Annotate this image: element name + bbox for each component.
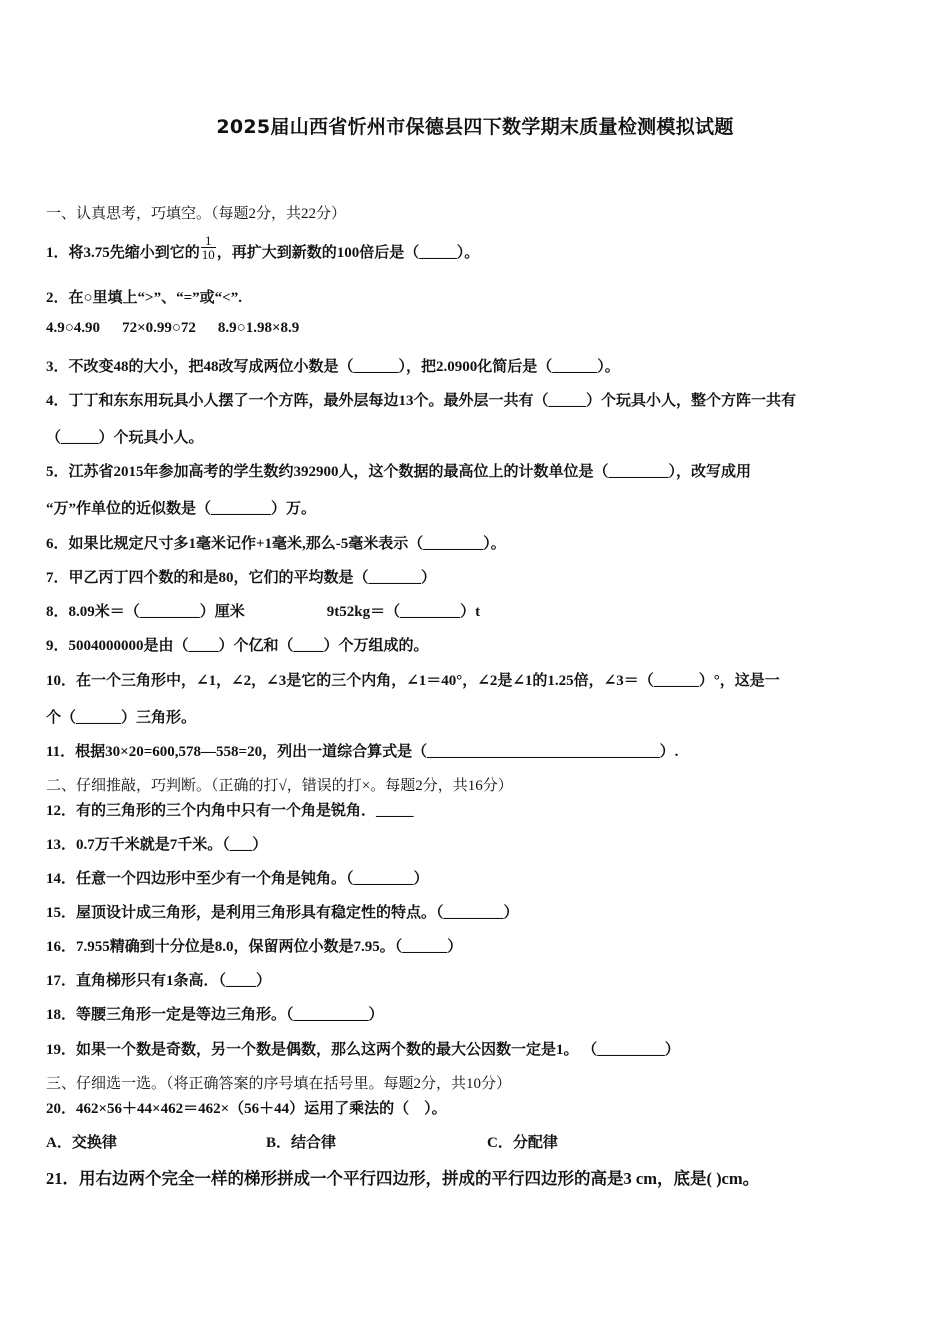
fraction-numerator: 1 bbox=[205, 233, 212, 248]
question-8-part-b: 9t52kg＝（________）t bbox=[326, 604, 481, 620]
section-1-heading: 一、认真思考，巧填空。（每题2分，共22分） bbox=[46, 206, 347, 222]
question-3: 3．不改变48的大小，把48改写成两位小数是（______），把2.0900化简后是（______）。 bbox=[46, 359, 620, 375]
question-11: 11．根据30×20=600,578—558=20，列出一道综合算式是（_______________________________）. bbox=[46, 744, 679, 760]
fraction bbox=[201, 234, 216, 261]
question-20: 20．462×56＋44×462＝462×（56＋44）运用了乘法的（ ）。 bbox=[46, 1101, 447, 1117]
question-10-line-2: 个（______）三角形。 bbox=[46, 710, 197, 726]
question-1-post: ，再扩大到新数的100倍后是（_____）。 bbox=[216, 244, 480, 261]
question-2-item: 72×0.99○72 bbox=[122, 320, 196, 336]
question-12: 12．有的三角形的三个内角中只有一个角是锐角．_____ bbox=[46, 803, 414, 819]
question-2-item: 4.9○4.90 bbox=[46, 320, 101, 336]
section-2-heading: 二、仔细推敲，巧判断。（正确的打√，错误的打×。每题2分，共16分） bbox=[46, 778, 513, 794]
question-4-line-2: （_____）个玩具小人。 bbox=[46, 430, 204, 446]
section-3-heading: 三、仔细选一选。（将正确答案的序号填在括号里。每题2分，共10分） bbox=[46, 1076, 512, 1092]
question-2-item: 8.9○1.98×8.9 bbox=[217, 320, 300, 336]
question-5-line-1: 5．江苏省2015年参加高考的学生数约392900人，这个数据的最高位上的计数单位是（________），改写成用 bbox=[46, 464, 752, 480]
question-20-options bbox=[46, 1131, 558, 1152]
question-21: 21．用右边两个完全一样的梯形拼成一个平行四边形，拼成的平行四边形的高是3 cm，底是( )cm。 bbox=[46, 1169, 760, 1188]
question-13: 13．0.7万千米就是7千米。（___） bbox=[46, 837, 268, 853]
question-16: 16．7.955精确到十分位是8.0，保留两位小数是7.95。（______） bbox=[46, 939, 463, 955]
question-17: 17．直角梯形只有1条高．（____） bbox=[46, 973, 272, 989]
question-1 bbox=[46, 233, 480, 267]
question-14: 14．任意一个四边形中至少有一个角是钝角。（________） bbox=[46, 871, 429, 887]
page-title: 2025届山西省忻州市保德县四下数学期末质量检测模拟试题 bbox=[216, 116, 734, 138]
option-c: C．分配律 bbox=[487, 1135, 558, 1151]
question-2: 2．在○里填上“>”、“=”或“<”. bbox=[46, 290, 242, 306]
question-9: 9．5004000000是由（____）个亿和（____）个万组成的。 bbox=[46, 638, 429, 654]
question-2-items bbox=[46, 320, 299, 337]
option-a: A．交换律 bbox=[46, 1135, 117, 1151]
question-4-line-1: 4．丁丁和东东用玩具小人摆了一个方阵，最外层每边13个。最外层一共有（_____）个玩具小人，整个方阵一共有 bbox=[46, 393, 797, 409]
question-19: 19．如果一个数是奇数，另一个数是偶数，那么这两个数的最大公因数一定是1。 （_________） bbox=[46, 1042, 680, 1058]
question-10-line-1: 10．在一个三角形中，∠1，∠2，∠3是它的三个内角，∠1＝40°，∠2是∠1的1.25倍，∠3＝（______）°，这是一 bbox=[46, 673, 780, 689]
question-8 bbox=[46, 600, 480, 621]
question-8-part-a: 8．8.09米＝（________）厘米 bbox=[46, 604, 245, 620]
question-18: 18．等腰三角形一定是等边三角形。（__________） bbox=[46, 1007, 384, 1023]
question-7: 7．甲乙丙丁四个数的和是80，它们的平均数是（_______） bbox=[46, 570, 437, 586]
question-15: 15．屋顶设计成三角形，是利用三角形具有稳定性的特点。（________） bbox=[46, 905, 519, 921]
question-5-line-2: “万”作单位的近似数是（________）万。 bbox=[46, 501, 317, 517]
question-1-pre: 1．将3.75先缩小到它的 bbox=[46, 244, 200, 261]
option-b: B．结合律 bbox=[266, 1135, 337, 1151]
fraction-denominator: 10 bbox=[201, 247, 215, 262]
question-6: 6．如果比规定尺寸多1毫米记作+1毫米,那么-5毫米表示（________）。 bbox=[46, 536, 506, 552]
